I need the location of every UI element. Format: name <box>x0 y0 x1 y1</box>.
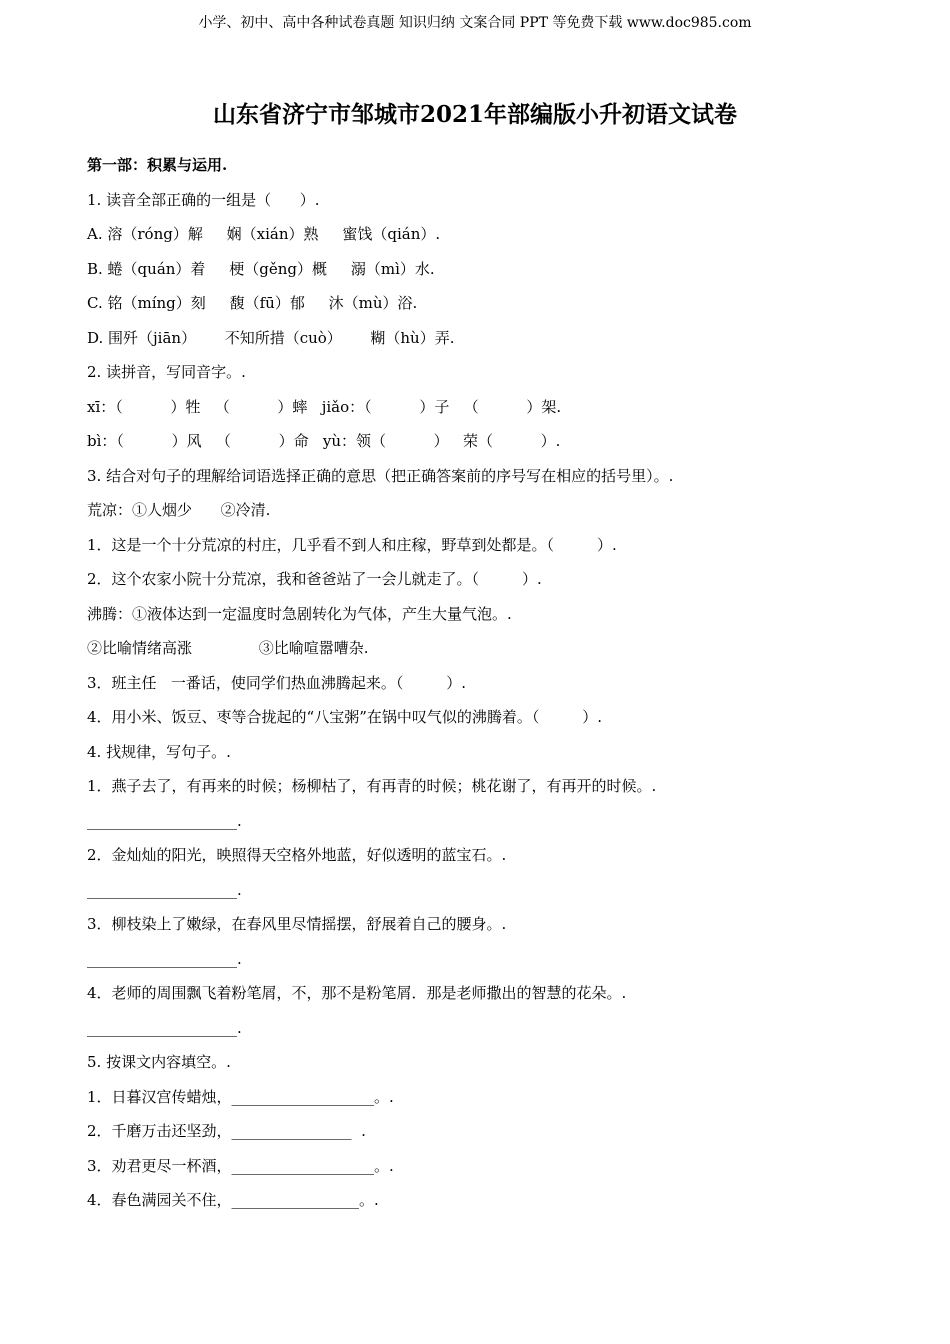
poem-fill-item: 2．千磨万击还坚劲，________________ . <box>87 1122 366 1140</box>
question-5: 5. 按课文内容填空。. <box>87 1053 231 1071</box>
option-a: A. 溶（róng）解 娴（xián）熟 蜜饯（qián）. <box>87 225 441 243</box>
word-meanings-huangliang: 荒凉：①人烟少 ②冷清. <box>87 501 271 519</box>
section-heading: 第一部：积累与运用. <box>87 156 228 174</box>
option-d: D. 围歼（jiān） 不知所措（cuò） 糊（hù）弄. <box>87 328 455 347</box>
answer-blank: ____________________. <box>87 949 242 968</box>
sentence-item: 2．这个农家小院十分荒凉，我和爸爸站了一会儿就走了。（ ）. <box>87 570 542 588</box>
sentence-item: 4．老师的周围飘飞着粉笔屑，不，那不是粉笔屑．那是老师撒出的智慧的花朵。. <box>87 984 627 1002</box>
sentence-item: 3．柳枝染上了嫩绿，在春风里尽情摇摆，舒展着自己的腰身。. <box>87 915 507 933</box>
sentence-item: 3．班主任 一番话，使同学们热血沸腾起来。（ ）. <box>87 673 467 692</box>
question-3: 3. 结合对句子的理解给词语选择正确的意思（把正确答案前的序号写在相应的括号里）。. <box>87 466 674 485</box>
sentence-item: 1．燕子去了，有再来的时候；杨柳枯了，有再青的时候；桃花谢了，有再开的时候。. <box>87 777 657 795</box>
document-body <box>87 148 887 1218</box>
question-1: 1. 读音全部正确的一组是（ ）. <box>87 190 320 209</box>
word-meanings-feiteng: 沸腾：①液体达到一定温度时急剧转化为气体，产生大量气泡。. <box>87 604 512 623</box>
answer-blank: ____________________. <box>87 880 242 899</box>
question-2: 2. 读拼音，写同音字。. <box>87 363 246 381</box>
answer-blank: ____________________. <box>87 811 242 830</box>
option-c: C. 铭（míng）刻 馥（fū）郁 沐（mù）浴. <box>87 294 418 312</box>
question-4: 4. 找规律，写句子。. <box>87 742 231 761</box>
pinyin-row-1: xī：（ ）牲 （ ）蟀 jiǎo：（ ）子 （ ）架. <box>87 397 562 416</box>
word-meanings-feiteng-2: ②比喻情绪高涨 ③比喻喧嚣嘈杂. <box>87 639 369 657</box>
sentence-item: 2．金灿灿的阳光，映照得天空格外地蓝，好似透明的蓝宝石。. <box>87 846 507 864</box>
page-header: 小学、初中、高中各种试卷真题 知识归纳 文案合同 PPT 等免费下载 www.doc985.com <box>198 15 752 31</box>
poem-fill-item: 1．日暮汉宫传蜡烛，___________________。. <box>87 1087 394 1106</box>
poem-fill-item: 3．劝君更尽一杯酒，___________________。. <box>87 1156 394 1175</box>
answer-blank: ____________________. <box>87 1018 242 1037</box>
sentence-item: 1．这是一个十分荒凉的村庄，几乎看不到人和庄稼，野草到处都是。（ ）. <box>87 535 617 554</box>
poem-fill-item: 4．春色满园关不住，_________________。. <box>87 1191 379 1209</box>
pinyin-row-2: bì：（ ）风 （ ）命 yù：领（ ） 荣（ ）. <box>87 432 561 450</box>
sentence-item: 4．用小米、饭豆、枣等合拢起的“八宝粥”在锅中叹气似的沸腾着。（ ）. <box>87 708 603 726</box>
option-b: B. 蜷（quán）着 梗（gěng）概 溺（mì）水. <box>87 259 435 278</box>
document-title: 山东省济宁市邹城市2021年部编版小升初语文试卷 <box>212 101 737 128</box>
